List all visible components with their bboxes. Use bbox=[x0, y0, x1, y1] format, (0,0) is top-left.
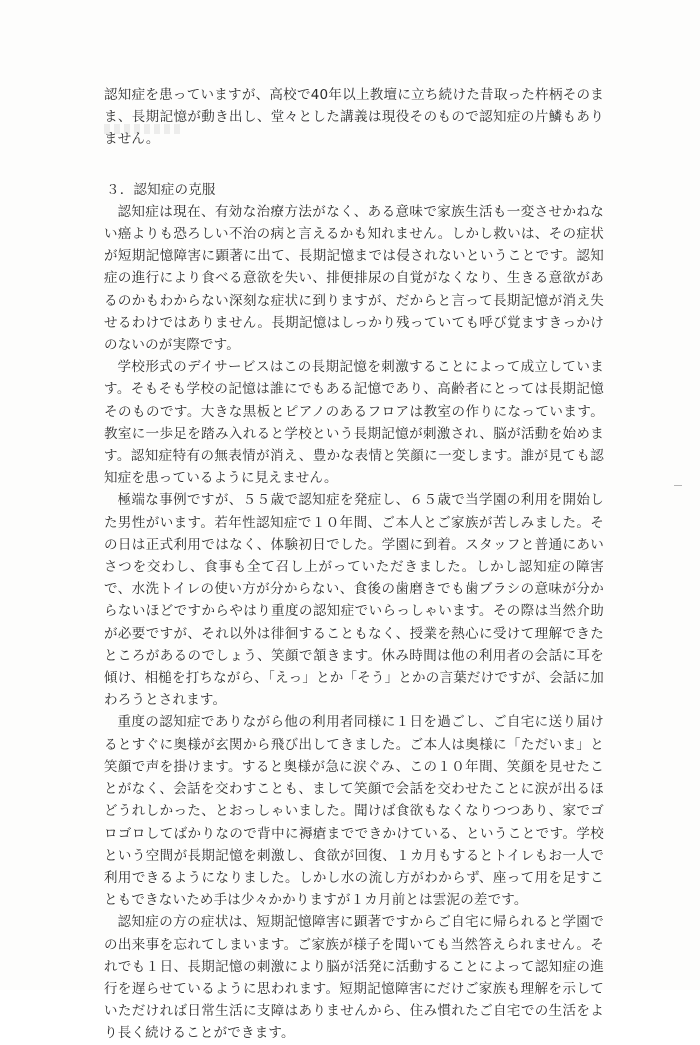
body-paragraph-4: 重度の認知症でありながら他の利用者同様に１日を過ごし、ご自宅に送り届けるとすぐに奥様が玄関から飛び出してきました。ご本人は奥様に「ただいま」と笑顔で声を掛けます。すると奥様が急に涙ぐみ、この１０年間、笑顔を見せたことがなく、会話を交わすことも、まして笑顔で会話を交わせたことに涙が出るほどうれしかった、とおっしゃいました。聞けば食欲もなくなりつつあり、家でゴロゴロしてばかりなので背中に褥瘡までできかけている、ということです。学校という空間が長期記憶を刺激し、食欲が回復、１カ月もするとトイレもお一人で利用できるようになりました。しかし水の流し方がわからず、座って用を足すこともできないため手は少々かかりますが１カ月前とは雲泥の差です。 bbox=[104, 714, 604, 909]
body-paragraph-1: 認知症は現在、有効な治療方法がなく、ある意味で家族生活も一変させかねない癌よりも恐ろしい不治の病と言えるかも知れません。しかし救いは、その症状が短期記憶障害に顕著に出て、長期記憶までは侵されないということです。認知症の進行により食べる意欲を失い、排便排尿の自覚がなくなり、生きる意欲があるのかもわからない深刻な症状に到りますが、だからと言って長期記憶が消え失せるわけではありません。長期記憶はしっかり残っていても呼び覚ますきっかけのないのが実際です。 bbox=[104, 203, 604, 354]
section-gap bbox=[104, 151, 604, 179]
intro-paragraph: 認知症を患っていますが、高校で40年以上教壇に立ち続けた昔取った杵柄そのまま、長期記憶が動き出し、堂々とした講義は現役そのもので認知症の片鱗もありません。 bbox=[104, 87, 604, 148]
body-paragraph-5: 認知症の方の症状は、短期記憶障害に顕著ですからご自宅に帰られると学園での出来事を忘れてしまいます。ご家族が様子を聞いても当然答えられません。それでも１日、長期記憶の刺激により脳が活発に活動することによって認知症の進行を遅らせているように思われます。短期記憶障害にだけご家族も理解を示していただければ日常生活に支障はありませんから、住み慣れたご自宅での生活をより長く続けることができます。 bbox=[104, 914, 604, 1042]
body-paragraph-3: 極端な事例ですが、５５歳で認知症を発症し、６５歳で当学園の利用を開始した男性がいます。若年性認知症で１０年間、ご本人とご家族が苦しみました。その日は正式利用ではなく、体験初日でした。学園に到着。スタッフと普通にあいさつを交わし、食事も全て召し上がっていただきました。しかし認知症の障害で、水洗トイレの使い方が分からない、食後の歯磨きでも歯ブラシの意味が分からないほどですからやはり重度の認知症でいらっしゃいます。その際は当然介助が必要ですが、それ以外は徘徊することもなく、授業を熱心に受けて理解できたところがあるのでしょう、笑顔で頷きます。休み時間は他の利用者の会話に耳を傾け、相槌を打ちながら、「えっ」とか「そう」とかの言葉だけですが、会話に加わろうとされます。 bbox=[104, 492, 604, 709]
section-heading: ３．認知症の克服 bbox=[106, 181, 216, 198]
edge-mark bbox=[674, 485, 682, 486]
body-paragraph-2: 学校形式のデイサービスはこの長期記憶を刺激することによって成立しています。そもそも学校の記憶は誰にでもある記憶であり、高齢者にとっては長期記憶そのものです。大きな黒板とピアノのあるフロアは教室の作りになっています。教室に一歩足を踏み入れると学校という長期記憶が刺激され、脳が活動を始めます。認知症特有の無表情が消え、豊かな表情と笑顔に一変します。誰が見ても認知症を患っているように見えません。 bbox=[104, 359, 604, 487]
document-body bbox=[104, 84, 604, 1045]
